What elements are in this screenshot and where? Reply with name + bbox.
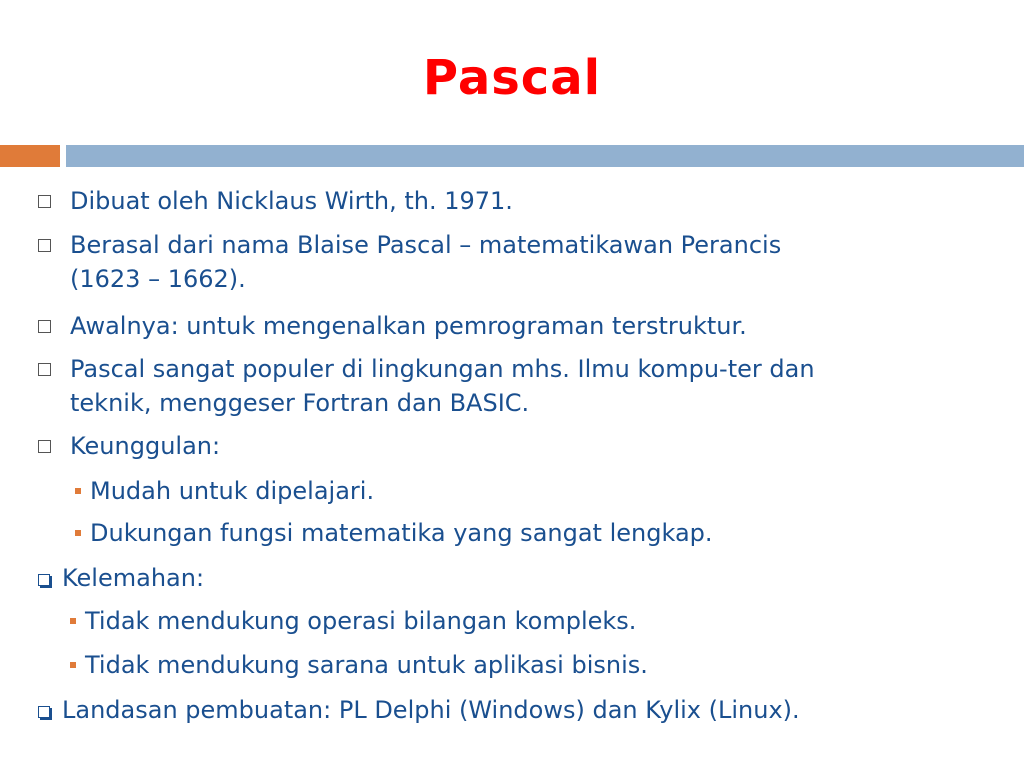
bullet-item-continuation: (1623 – 1662).: [70, 265, 246, 293]
bullet-item-continuation: teknik, menggeser Fortran dan BASIC.: [70, 389, 530, 417]
bullet-item: Landasan pembuatan: PL Delphi (Windows) dan Kylix (Linux).: [62, 696, 800, 724]
bullet-item: Dibuat oleh Nicklaus Wirth, th. 1971.: [70, 187, 513, 215]
checkbox-bullet-icon: [38, 440, 51, 453]
square-bullet-icon: [70, 618, 76, 624]
sub-bullet-item: Tidak mendukung operasi bilangan kompleks.: [85, 607, 637, 635]
square-bullet-icon: [75, 530, 81, 536]
bullet-item: Kelemahan:: [62, 564, 205, 592]
checkbox-bullet-icon: [38, 195, 51, 208]
shadowed-box-bullet-icon: [38, 706, 50, 718]
bullet-item: Pascal sangat populer di lingkungan mhs. Ilmu kompu-ter dan: [70, 355, 815, 383]
checkbox-bullet-icon: [38, 320, 51, 333]
square-bullet-icon: [70, 662, 76, 668]
checkbox-bullet-icon: [38, 239, 51, 252]
bullet-item: Berasal dari nama Blaise Pascal – matematikawan Perancis: [70, 231, 782, 259]
bullet-item: Keunggulan:: [70, 432, 221, 460]
square-bullet-icon: [75, 488, 81, 494]
slide-title: Pascal: [422, 50, 602, 106]
bullet-item: Awalnya: untuk mengenalkan pemrograman terstruktur.: [70, 312, 747, 340]
sub-bullet-item: Tidak mendukung sarana untuk aplikasi bisnis.: [85, 651, 648, 679]
shadowed-box-bullet-icon: [38, 574, 50, 586]
sub-bullet-item: Dukungan fungsi matematika yang sangat lengkap.: [90, 519, 713, 547]
sub-bullet-item: Mudah untuk dipelajari.: [90, 477, 375, 505]
checkbox-bullet-icon: [38, 363, 51, 376]
